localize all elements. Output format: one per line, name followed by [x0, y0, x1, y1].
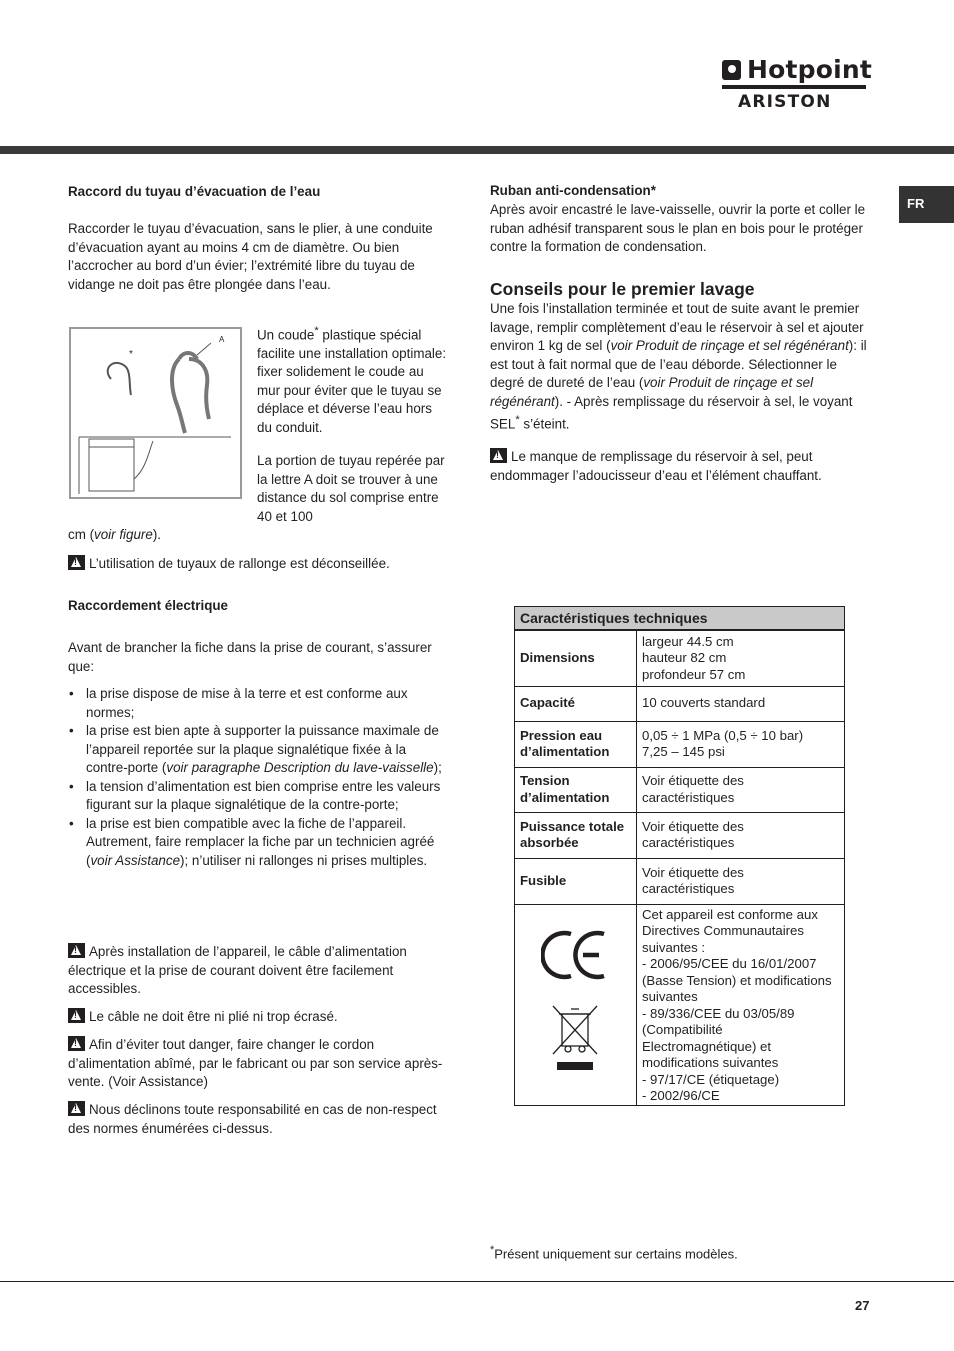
warning-icon: [68, 555, 85, 570]
section-title-strip: Ruban anti-condensation*: [490, 183, 656, 198]
warning-cord-text: Afin d’éviter tout danger, faire changer le cordon d’alimentation abîmé, par le fabricant ou par son service après-vente. (Voir Assistance): [68, 1037, 443, 1089]
warning-salt: [490, 448, 870, 485]
list-item: • la tension d’alimentation est bien comprise entre les valeurs figurant sur la plaque signalétique de la contre-porte;: [68, 778, 446, 815]
spec-value: largeur 44.5 cm hauteur 82 cm profondeur 57 cm: [637, 630, 845, 686]
cert-marks: [515, 904, 637, 1105]
table-row: [515, 630, 844, 686]
weee-bin-icon: [553, 1006, 597, 1054]
first-wash-ref-1: voir Produit de rinçage et sel régénérant: [610, 338, 849, 353]
figure-label-star: *: [129, 349, 133, 360]
elbow-text-a: Un coude: [257, 327, 315, 343]
spec-value: Voir étiquette des caractéristiques: [637, 858, 845, 904]
table-row: [515, 904, 844, 1105]
table-row: [515, 686, 844, 721]
section-title-drain: Raccord du tuyau d’évacuation de l’eau: [68, 184, 321, 199]
warning-cord: [68, 1036, 446, 1092]
electrical-intro: Avant de brancher la fiche dans la prise de courant, s’assurer que:: [68, 640, 432, 674]
list-item: [68, 722, 446, 778]
see-figure-link: voir figure: [94, 527, 153, 542]
spec-value: 0,05 ÷ 1 MPa (0,5 ÷ 10 bar) 7,25 – 145 psi: [637, 721, 845, 767]
spec-label: Dimensions: [515, 630, 637, 686]
language-tab: FR: [899, 186, 954, 223]
hose-height-cont: [68, 526, 161, 545]
first-wash-paragraph: [490, 300, 870, 434]
footnote-star: *: [490, 1244, 495, 1256]
specs-table: [514, 606, 845, 1106]
warning-accessible: [68, 943, 446, 999]
list-item-text: la prise est bien compatible avec la fiche de l’appareil. Autrement, faire remplacer la fiche par un technicien agréé (: [86, 815, 435, 868]
cert-text: Cet appareil est conforme aux Directives Communautaires suivantes : - 2006/95/CEE du 16/01/2007 (Basse Tension) et modifications suivantes - 89/336/CEE du 03/05/89 (Compatibilité Electromagnétique) et modifications suivantes - 97/17/CE (étiquetage) - 2002/96/CE: [637, 904, 845, 1105]
specs-header-row: [515, 607, 844, 630]
hose-height-cont-b: ).: [152, 527, 162, 542]
spec-value: Voir étiquette des caractéristiques: [637, 767, 845, 812]
drain-paragraph: Raccorder le tuyau d’évacuation, sans le plier, à une conduite d’évacuation ayant au moins 4 cm de diamètre. Ou bien l’accrocher au bord d’un évier; l’extrémité libre du tuyau de vidange ne doit pas être plongée dans l’eau.: [68, 221, 433, 292]
header-bar: [0, 146, 954, 154]
list-item: • la prise dispose de mise à la terre et est conforme aux normes;: [68, 685, 446, 722]
list-item-text: );: [433, 760, 442, 775]
brand-logo: [722, 54, 872, 112]
list-item-text: ); n’utiliser ni rallonges ni prises multiples.: [180, 852, 428, 868]
footnote-text: Présent uniquement sur certains modèles.: [494, 1246, 738, 1262]
table-row: [515, 858, 844, 904]
spec-label: Tension d’alimentation: [515, 767, 637, 812]
list-item-text: la prise est bien apte à supporter la puissance maximale de l’appareil reportée sur la plaque signalétique fixée à la contre-porte (: [86, 723, 439, 775]
spec-value: 10 couverts standard: [637, 686, 845, 721]
warning-icon: [68, 1008, 85, 1023]
footnote: [490, 1241, 738, 1264]
drain-hose-figure: [69, 327, 242, 499]
table-row: [515, 767, 844, 812]
warning-icon: [68, 1101, 85, 1116]
brand-name: Hotpoint: [746, 54, 872, 84]
table-row: [515, 721, 844, 767]
warning-liability-text: Nous déclinons toute responsabilité en cas de non-respect des normes énumérées ci-dessus.: [68, 1102, 437, 1136]
spec-value: Voir étiquette des caractéristiques: [637, 812, 845, 858]
warning-icon: [68, 943, 85, 958]
specs-header: Caractéristiques techniques: [515, 607, 844, 630]
strip-paragraph: Après avoir encastré le lave-vaisselle, ouvrir la porte et coller le ruban adhésif transparent sous le plan en bois pour le protéger contre la formation de condensation.: [490, 202, 866, 254]
page-number: 27: [855, 1298, 870, 1313]
spec-label: Pression eau d’alimentation: [515, 721, 637, 767]
first-wash-ref-2: voir Produit de rinçage et sel régénérant: [490, 375, 814, 409]
warning-extension-text: L’utilisation de tuyaux de rallonge est déconseillée.: [89, 556, 390, 571]
warning-cable-text: Le câble ne doit être ni plié ni trop écrasé.: [89, 1009, 338, 1024]
spec-label: Capacité: [515, 686, 637, 721]
first-wash-text-c: ). - Après remplissage du réservoir à sel, le voyant SEL: [490, 393, 853, 432]
spec-label: Fusible: [515, 858, 637, 904]
logo-mark-icon: [722, 60, 741, 80]
section-title-electrical: Raccordement électrique: [68, 598, 229, 613]
warning-icon: [490, 448, 507, 463]
drain-hose-illustration: [71, 329, 240, 497]
warning-extension: [68, 555, 446, 574]
list-item-ref: voir paragraphe Description du lave-vaisselle: [166, 760, 434, 775]
brand-sub: ARISTON: [738, 92, 832, 112]
list-item: [68, 815, 446, 871]
warning-cable: [68, 1008, 446, 1027]
logo-rule: [722, 85, 866, 89]
list-item-ref: voir Assistance: [90, 852, 181, 868]
elbow-star: *: [314, 325, 319, 337]
footer-rule: [0, 1281, 954, 1282]
warning-icon: [68, 1036, 85, 1051]
warning-liability: [68, 1101, 446, 1138]
first-wash-text-d: s’éteint.: [519, 416, 570, 432]
elbow-paragraph: [257, 322, 447, 437]
first-wash-star: *: [515, 414, 520, 426]
spec-label: Puissance totale absorbée: [515, 812, 637, 858]
warning-accessible-text: Après installation de l’appareil, le câble d’alimentation électrique et la prise de courant doivent être facilement accessibles.: [68, 944, 407, 996]
ce-weee-marks: [541, 922, 611, 1082]
electrical-checklist: [68, 685, 446, 870]
first-wash-text-a: Une fois l’installation terminée et tout de suite avant le premier lavage, remplir complètement d’eau le réservoir à sel et ajouter environ 1 kg de sel (: [490, 301, 864, 353]
hose-height-paragraph: La portion de tuyau repérée par la lettre A doit se trouver à une distance du sol comprise entre 40 et 100: [257, 453, 445, 524]
elbow-text-b: plastique spécial facilite une installation optimale: fixer solidement le coude au mur pour éviter que le tuyau se déplace et déverse l’eau hors du conduit.: [257, 327, 447, 435]
warning-salt-text: Le manque de remplissage du réservoir à sel, peut endommager l’adoucisseur d’eau et l’élément chauffant.: [490, 449, 822, 483]
figure-label-a: A: [219, 335, 225, 344]
table-row: [515, 812, 844, 858]
hose-height-cont-a: cm (: [68, 527, 95, 542]
first-wash-text-b: ): il est tout à fait normal que de l’eau déborde. Sélectionner le degré de dureté de l’eau (: [490, 338, 867, 390]
section-title-first-wash: Conseils pour le premier lavage: [490, 279, 755, 299]
